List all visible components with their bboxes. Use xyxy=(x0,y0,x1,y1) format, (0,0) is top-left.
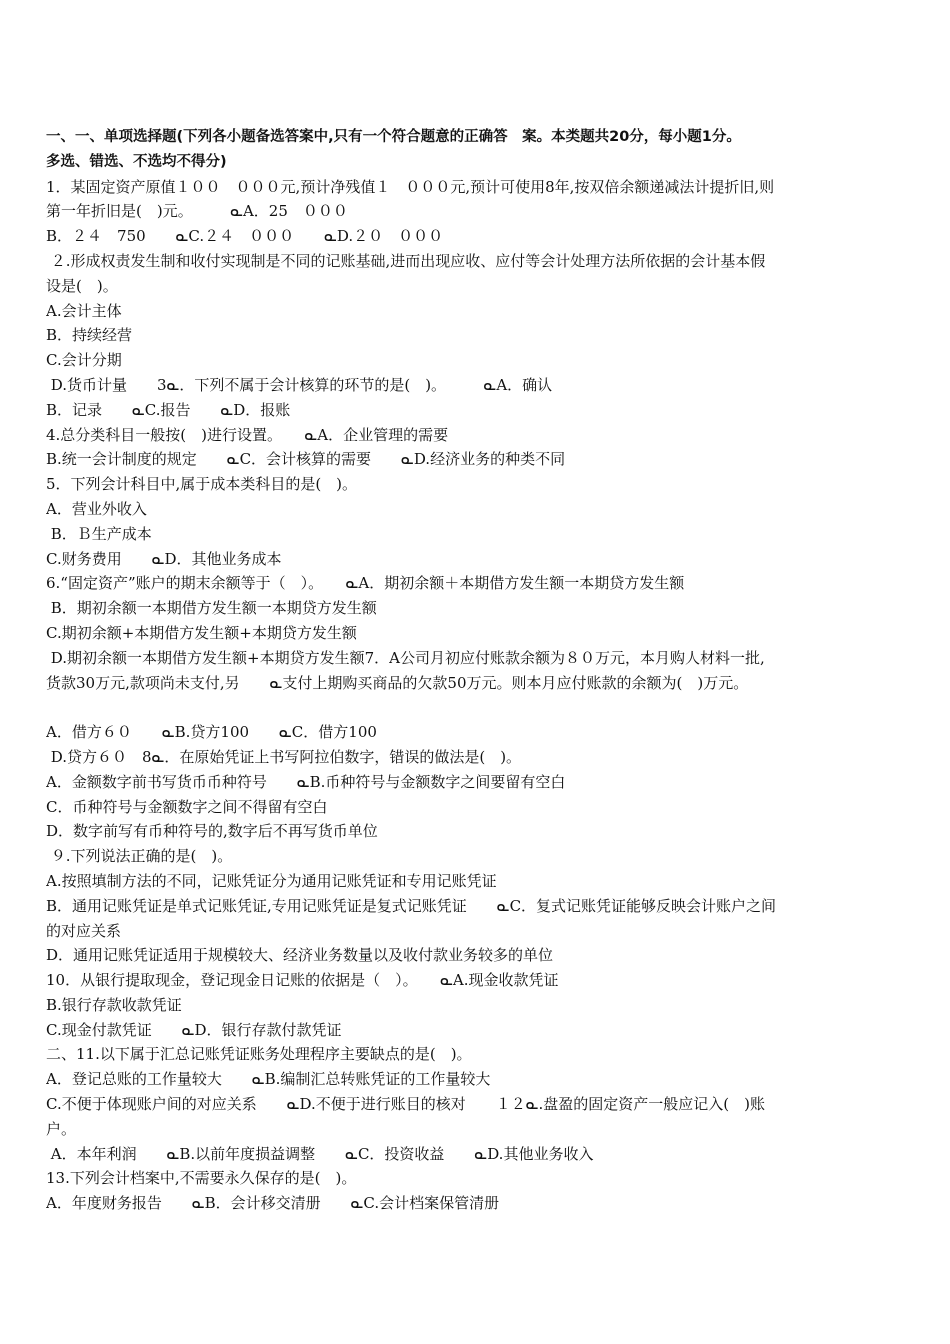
question-7-options: A．借方６０ ᓇB.贷方100 ᓇC．借方100 xyxy=(46,723,377,742)
question-1-stem-cont: 第一年折旧是( )元。 ᓇA．25 ０００ xyxy=(46,202,348,221)
question-11-options-cd-question-12: C.不便于体现账户间的对应关系 ᓇD.不便于进行账目的核对 １２ᓇ.盘盈的固定资产一般应记入( )账 xyxy=(46,1095,765,1114)
blank-line xyxy=(46,695,876,720)
question-1-stem: 1．某固定资产原值１００ ０００元,预计净残值１ ０００元,预计可使用8年,按双倍余额递减法计提折旧,则 xyxy=(46,177,775,196)
question-2-option-d-question-3: D.货币计量 3ᓇ．下列不属于会计核算的环节的是( )。 ᓇA．确认 xyxy=(46,375,553,394)
question-10-option-b: B.银行存款收款凭证 xyxy=(46,995,182,1014)
question-2-stem: ２.形成权责发生制和收付实现制是不同的记账基础,进而出现应收、应付等会计处理方法所依据的会计基本假 xyxy=(46,251,766,270)
question-6-stem: 6.“固定资产”账户的期末余额等于（ ）。 ᓇA．期初余额＋本期借方发生额一本期贷方发生额 xyxy=(46,574,685,593)
question-9-option-c-cont: 的对应关系 xyxy=(46,921,122,940)
question-2-option-a: A.会计主体 xyxy=(46,301,122,320)
question-7-stem-cont: 货款30万元,款项尚未支付,另 ᓇ支付上期购买商品的欠款50万元。则本月应付账款的余额为( )万元。 xyxy=(46,673,749,692)
question-2-option-b: B．持续经营 xyxy=(46,326,133,345)
question-12-stem-cont: 户。 xyxy=(46,1119,77,1138)
question-10-options-cd: C.现金付款凭证 ᓇD．银行存款付款凭证 xyxy=(46,1020,342,1039)
question-3-options: B．记录 ᓇC.报告 ᓇD．报账 xyxy=(46,400,291,419)
question-2-stem-cont: 设是( )。 xyxy=(46,276,118,295)
section-heading: 一、一、单项选择题(下列各小题备选答案中,只有一个符合题意的正确答 案。本类题共20分，每小题1分。 xyxy=(46,129,741,145)
section-heading-note: 多选、错选、不选均不得分) xyxy=(46,153,227,170)
question-8-option-d: D．数字前写有币种符号的,数字后不再写货币单位 xyxy=(46,822,378,841)
question-6-option-b: B．期初余额一本期借方发生额一本期贷方发生额 xyxy=(46,599,377,618)
question-7-option-d-question-8: D.贷方６０ 8ᓇ．在原始凭证上书写阿拉伯数字，错误的做法是( )。 xyxy=(46,747,522,766)
question-12-options: A．本年利润 ᓇB.以前年度损益调整 ᓇC．投资收益 ᓇD.其他业务收入 xyxy=(46,1144,594,1163)
question-11-options-ab: A．登记总账的工作量较大 ᓇB.编制汇总转账凭证的工作量较大 xyxy=(46,1070,491,1089)
question-5-stem: 5．下列会计科目中,属于成本类科目的是( )。 xyxy=(46,475,358,494)
question-9-options-bc: B．通用记账凭证是单式记账凭证,专用记账凭证是复式记账凭证 ᓇC．复式记账凭证能够反映会计账户之间 xyxy=(46,896,777,915)
question-6-option-c: C.期初余额+本期借方发生额+本期贷方发生额 xyxy=(46,623,357,642)
question-9-stem: ９.下列说法正确的是( )。 xyxy=(46,847,233,866)
question-9-option-d: D．通用记账凭证适用于规模较大、经济业务数量以及收付款业务较多的单位 xyxy=(46,946,554,965)
question-6-option-d-question-7: D.期初余额一本期借方发生额+本期贷方发生额7．A公司月初应付账款余额为８０万元，本月购人材料一批, xyxy=(46,648,765,667)
question-11-stem: 二、11.以下属于汇总记账凭证账务处理程序主要缺点的是( )。 xyxy=(46,1045,472,1064)
question-8-option-c: C．币种符号与金额数字之间不得留有空白 xyxy=(46,797,328,816)
question-13-options: A．年度财务报告 ᓇB．会计移交清册 ᓇC.会计档案保管清册 xyxy=(46,1194,500,1213)
question-9-option-a: A.按照填制方法的不同，记账凭证分为通用记账凭证和专用记账凭证 xyxy=(46,871,497,890)
question-4-options: B.统一会计制度的规定 ᓇC．会计核算的需要 ᓇD.经济业务的种类不同 xyxy=(46,450,566,469)
question-2-option-c: C.会计分期 xyxy=(46,351,122,370)
question-1-options: B．２４ 750 ᓇC.２４ ０００ ᓇD.２０ ０００ xyxy=(46,227,444,246)
question-5-options-cd: C.财务费用 ᓇD．其他业务成本 xyxy=(46,549,282,568)
question-10-stem: 10．从银行提取现金，登记现金日记账的依据是（ ）。 ᓇA.现金收款凭证 xyxy=(46,971,559,990)
question-4-stem: 4.总分类科目一般按( )进行设置。 ᓇA．企业管理的需要 xyxy=(46,425,449,444)
question-13-stem: 13.下列会计档案中,不需要永久保存的是( )。 xyxy=(46,1169,357,1188)
question-5-option-b: B．Ｂ生产成本 xyxy=(46,524,152,543)
document-page xyxy=(46,125,876,1216)
question-8-options-ab: A．金额数字前书写货币币种符号 ᓇB.币种符号与金额数字之间要留有空白 xyxy=(46,772,566,791)
question-5-option-a: A．营业外收入 xyxy=(46,499,147,518)
